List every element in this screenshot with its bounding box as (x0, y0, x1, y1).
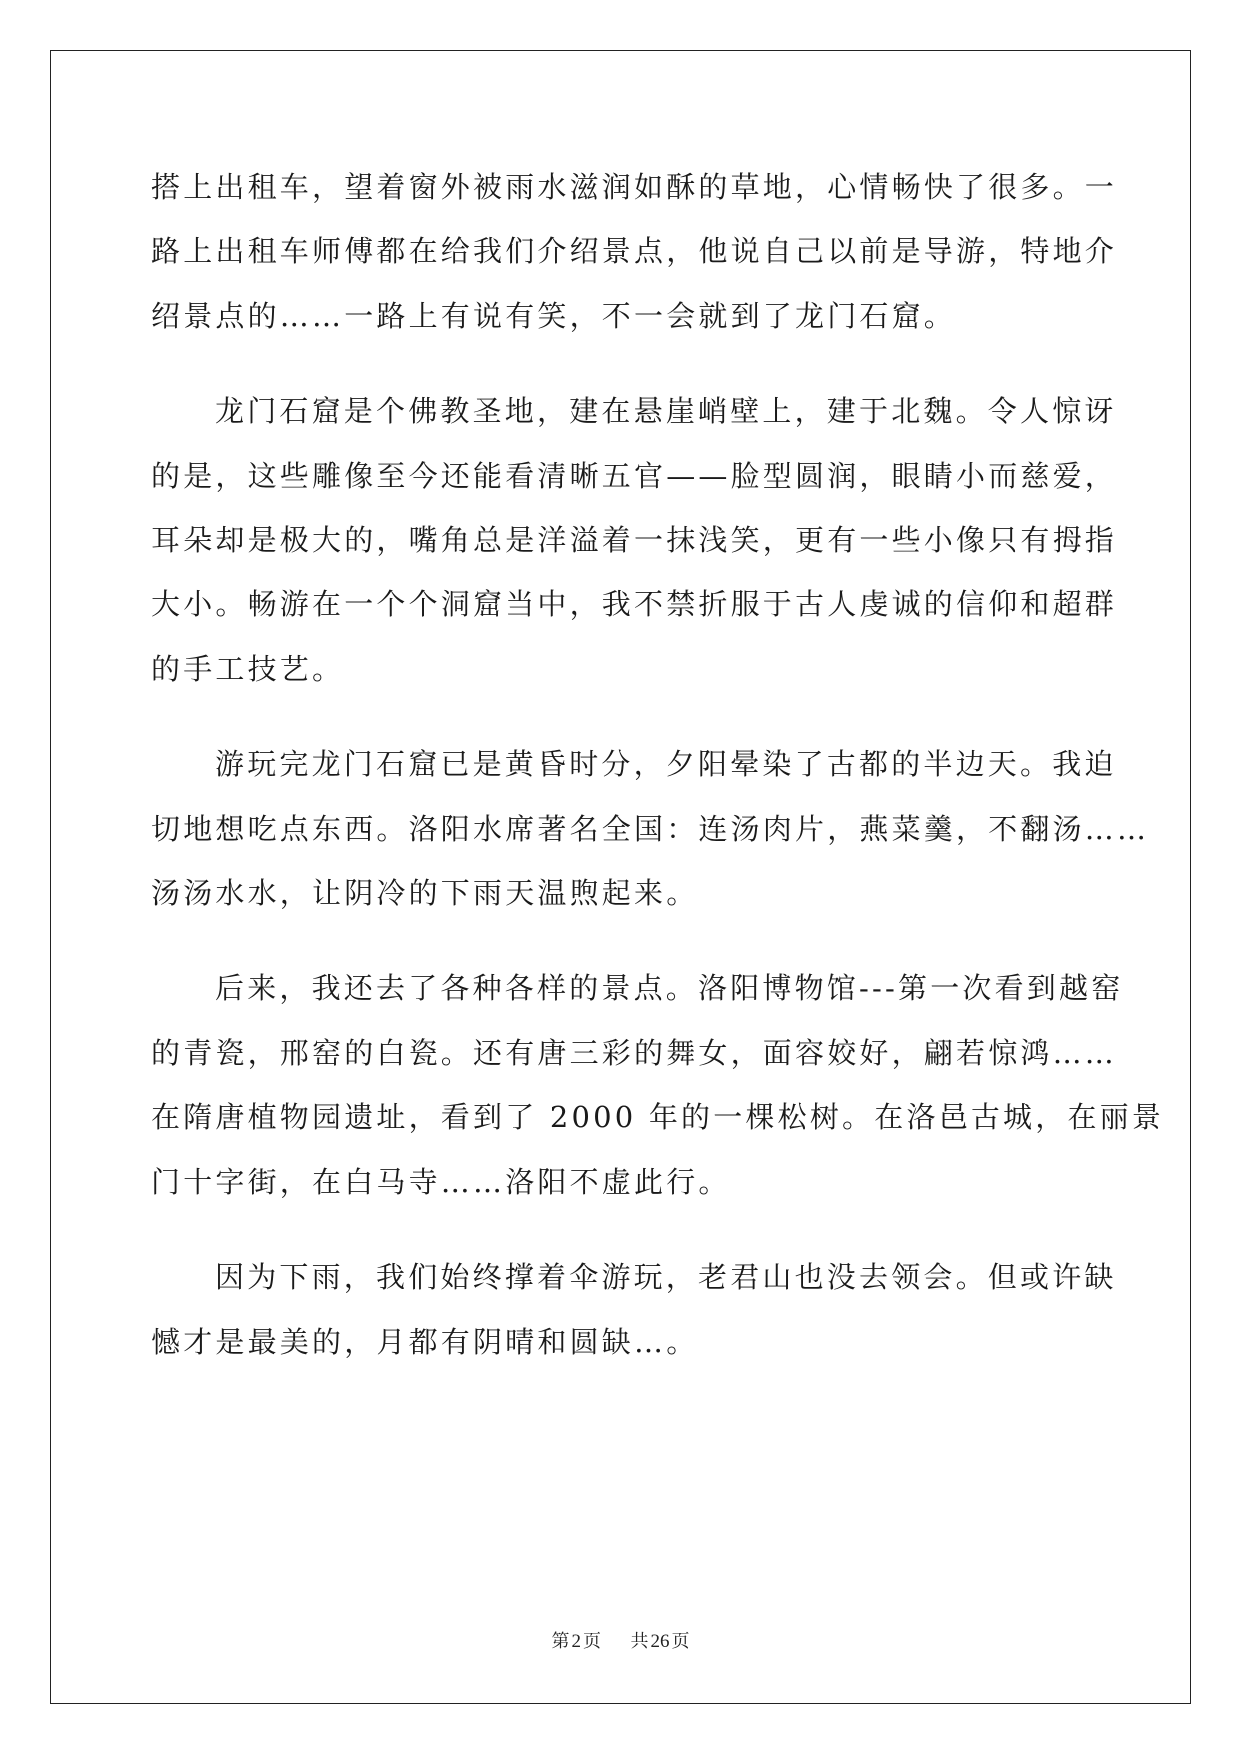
text-line: 游玩完龙门石窟已是黄昏时分，夕阳晕染了古都的半边天。我迫 (215, 747, 1117, 782)
paragraph-4 (151, 956, 1165, 1214)
text-line: 路上出租车师傅都在给我们介绍景点，他说自己以前是导游，特地介 (151, 234, 1118, 269)
text-line: 汤汤水水，让阴冷的下雨天温煦起来。 (151, 876, 699, 911)
total-prefix: 共 (630, 1631, 649, 1652)
text-line: 憾才是最美的，月都有阴晴和圆缺…。 (151, 1324, 699, 1359)
text-line: 门十字街，在白马寺……洛阳不虚此行。 (151, 1164, 731, 1199)
page-footer (0, 1627, 1241, 1653)
text-line: 耳朵却是极大的，嘴角总是洋溢着一抹浅笑，更有一些小像只有拇指 (151, 523, 1118, 558)
text-line: 龙门石窟是个佛教圣地，建在悬崖峭壁上，建于北魏。令人惊讶 (215, 394, 1117, 429)
paragraph-3 (151, 732, 1150, 925)
page-current: 2 (571, 1631, 582, 1652)
text-line: 搭上出租车，望着窗外被雨水滋润如酥的草地，心情畅快了很多。一 (151, 170, 1118, 204)
page-total-label (630, 1631, 689, 1652)
page-total: 26 (650, 1631, 670, 1652)
text-line: 的是，这些雕像至今还能看清晰五官——脸型圆润，眼睛小而慈爱， (151, 458, 1118, 493)
paragraph-1 (151, 155, 1118, 348)
total-suffix: 页 (671, 1631, 690, 1652)
page-number-label (552, 1631, 607, 1652)
text-line: 因为下雨，我们始终撑着伞游玩，老君山也没去领会。但或许缺 (215, 1260, 1117, 1295)
text-line: 绍景点的……一路上有说有笑，不一会就到了龙门石窟。 (151, 298, 957, 333)
page-prefix: 第 (551, 1631, 570, 1652)
text-line: 切地想吃点东西。洛阳水席著名全国：连汤肉片，燕菜羹，不翻汤…… (151, 811, 1150, 846)
text-line: 大小。畅游在一个个洞窟当中，我不禁折服于古人虔诚的信仰和超群 (151, 587, 1118, 622)
text-line: 的青瓷，邢窑的白瓷。还有唐三彩的舞女，面容姣好，翩若惊鸿…… (151, 1035, 1118, 1070)
text-line: 后来，我还去了各种各样的景点。洛阳博物馆---第一次看到越窑 (215, 971, 1124, 1006)
paragraph-5 (151, 1245, 1117, 1374)
document-body (151, 155, 1165, 1374)
paragraph-2 (151, 379, 1118, 701)
text-line: 的手工技艺。 (151, 651, 345, 686)
page-suffix: 页 (583, 1631, 602, 1652)
text-line: 在隋唐植物园遗址，看到了 2000 年的一棵松树。在洛邑古城，在丽景 (151, 1100, 1165, 1135)
